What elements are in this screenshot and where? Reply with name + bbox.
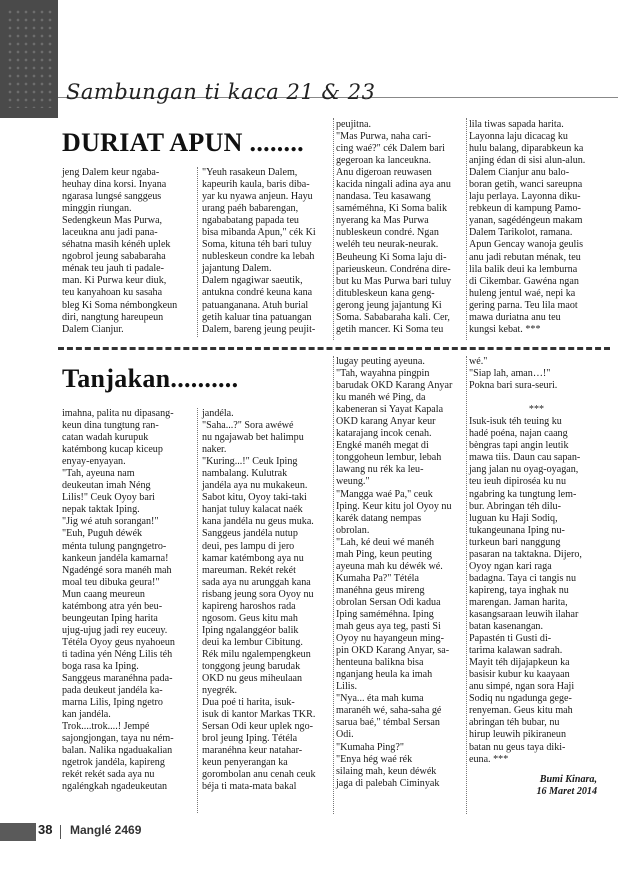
text-line: "Nya... éta mah kuma bbox=[336, 693, 424, 705]
column-divider bbox=[197, 408, 198, 813]
continued-from-label: Sambungan ti kaca 21 & 23 bbox=[66, 80, 376, 104]
article2-column-3 bbox=[336, 356, 462, 790]
text-line: nandasa. Teu kasawang bbox=[336, 191, 431, 203]
article2-column-4 bbox=[469, 356, 604, 766]
text-line: henteuna balikna bisa bbox=[336, 657, 424, 669]
text-line: beungeutan Iping harita bbox=[62, 612, 158, 624]
text-line: "Lah, ké deui wé manéh bbox=[336, 536, 435, 548]
text-line: hadé poéna, najan caang bbox=[469, 428, 568, 440]
text-line: bisa mibanda Apun," cék Ki bbox=[202, 227, 316, 239]
text-line: badagna. Taya ci tangis nu bbox=[469, 572, 577, 584]
text-line: Dalem, bareng jeung peujit- bbox=[202, 323, 316, 335]
text-line: tonggong jeung barudak bbox=[202, 660, 301, 672]
text-line: silaing mah, keun déwék bbox=[336, 765, 437, 777]
column-divider bbox=[197, 167, 198, 337]
text-line: kungsi kebat. *** bbox=[469, 323, 541, 335]
text-line: Iping. Keur kitu jol Oyoy nu bbox=[336, 500, 452, 512]
magazine-issue: Manglé 2469 bbox=[70, 823, 142, 837]
author-name: Bumi Kinara, bbox=[539, 774, 597, 785]
text-line: boga rasa ka Iping. bbox=[62, 660, 139, 672]
text-line: catan wadah kurupuk bbox=[62, 432, 149, 444]
text-line: anjing édan di sisi alun-alun. bbox=[469, 155, 586, 167]
text-line: OKD karang Anyar keur bbox=[336, 416, 436, 428]
text-line: anu simpé, ngan sora Haji bbox=[469, 681, 575, 693]
article1-column-4 bbox=[469, 119, 604, 336]
text-line: renyeman. Geus kitu mah bbox=[469, 705, 573, 717]
page-number: 38 bbox=[38, 822, 53, 837]
text-line: séhatna masih kénéh uplek bbox=[62, 239, 171, 251]
text-line: ménta tulung pangngetro- bbox=[62, 540, 167, 552]
text-line: Sersan Odi keur uplek ngo- bbox=[202, 721, 314, 733]
text-line: Sanggeus maranéhna pada- bbox=[62, 673, 173, 685]
article1-column-3 bbox=[336, 119, 462, 336]
text-line: tukangeunana Iping nu- bbox=[469, 524, 565, 536]
text-line: anu jadi rebutan ménak, teu bbox=[469, 251, 581, 263]
text-line: kamar katémbong aya nu bbox=[202, 552, 304, 564]
text-line: Dalem Cianjur. bbox=[62, 323, 124, 335]
text-line: Odi. bbox=[336, 729, 354, 741]
text-line: teu kanyahoan ku sasaha bbox=[62, 287, 163, 299]
text-line: marna Lilis, Iping ngetro bbox=[62, 697, 163, 709]
text-line: diri, nangtung hareupeun bbox=[62, 311, 164, 323]
text-line: tarima kalawan sadrah. bbox=[469, 645, 563, 657]
text-line: mah Ping, keun peuting bbox=[336, 548, 432, 560]
text-line: mah geus aya teg, pasti Si bbox=[336, 621, 441, 633]
text-line: batan nu geus taya diki- bbox=[469, 741, 566, 753]
text-line: brol jeung Iping. Tétéla bbox=[202, 733, 298, 745]
text-line: pasaran na taktakna. Dijero, bbox=[469, 548, 582, 560]
text-line: deui, pes lampu di jero bbox=[202, 540, 295, 552]
text-line: Soma. Sababaraha kali. Cer, bbox=[336, 311, 450, 323]
text-line: patuanganana. Atuh burial bbox=[202, 299, 309, 311]
text-line: "Saha...?" Sora awéwé bbox=[202, 420, 294, 432]
text-line: jeng Dalem keur ngaba- bbox=[62, 167, 160, 178]
text-line: tonggoheun lembur, lebah bbox=[336, 452, 442, 464]
text-line: Sodiq nu ngadunga gege- bbox=[469, 693, 572, 705]
text-line: jandéla aya nu mukakeun. bbox=[202, 480, 308, 492]
text-line: Oyoy nu hayangeun ming- bbox=[336, 633, 444, 645]
text-line: but ku Mas Purwa bari tuluy bbox=[336, 275, 452, 287]
text-line: basisir kubur ku kaayaan bbox=[469, 669, 570, 681]
text-line: keun dina tungtung ran- bbox=[62, 420, 159, 432]
text-line: Sedengkeun Mas Purwa, bbox=[62, 215, 163, 227]
text-line: ayeuna mah ku déwék wé. bbox=[336, 560, 443, 572]
text-line: "Jig wé atuh sorangan!" bbox=[62, 516, 159, 528]
text-line: gorombolan anu cenah ceuk bbox=[202, 769, 316, 781]
text-line: béja ti mata-mata bakal bbox=[202, 781, 297, 793]
text-line: lila tiwas sapada harita. bbox=[469, 119, 564, 130]
text-line: weléh teu neurak-neurak. bbox=[336, 239, 439, 251]
text-line: ditubleskeun kana geng- bbox=[336, 287, 435, 299]
text-line: cing waé?" cék Dalem bari bbox=[336, 143, 445, 155]
text-line: OKD nu geus miheulaan bbox=[202, 673, 303, 685]
text-line: lila balik deui ka lemburna bbox=[469, 263, 578, 275]
column-divider bbox=[333, 118, 334, 340]
text-line: kankeun jandéla kamarna! bbox=[62, 552, 169, 564]
text-line: laceukna anu jadi pana- bbox=[62, 227, 158, 239]
text-line: antukna condré keuna kana bbox=[202, 287, 313, 299]
column-divider bbox=[466, 356, 467, 814]
author-date: 16 Maret 2014 bbox=[536, 786, 597, 798]
text-line: ngosom. Geus kitu mah bbox=[202, 612, 298, 624]
article1-column-1 bbox=[62, 167, 192, 336]
text-line: Dua poé ti harita, isuk- bbox=[202, 697, 295, 709]
text-line: Papastén ti Gusti di- bbox=[469, 633, 552, 645]
text-line: *** bbox=[528, 404, 545, 416]
text-line: Soma, kituna téh bari tuluy bbox=[202, 239, 312, 251]
text-line: gerong jeung jajantung Ki bbox=[336, 299, 442, 311]
text-line: Rék milu ngalempengkeun bbox=[202, 648, 311, 660]
text-line: huleng jentul waé, nepi ka bbox=[469, 287, 576, 299]
text-line: barudak OKD Karang Anyar bbox=[336, 380, 453, 392]
text-line: sajongjongan, taya nu ném- bbox=[62, 733, 174, 745]
text-line: risbang jeung sora Oyoy nu bbox=[202, 588, 314, 600]
text-line: Layonna laju dicacag ku bbox=[469, 131, 568, 143]
text-line: Isuk-isuk téh teuing ku bbox=[469, 416, 562, 428]
section-divider-dashed bbox=[58, 347, 610, 350]
text-line: kacida ningali adina aya anu bbox=[336, 179, 451, 191]
text-line bbox=[469, 392, 604, 404]
text-line: sada aya nu arunggah kana bbox=[202, 576, 311, 588]
text-line: hanjat tuluy kalacat naék bbox=[202, 504, 303, 516]
text-line: ngetrok jandéla, kapireng bbox=[62, 757, 165, 769]
text-line: ngarasa lungsé sanggeus bbox=[62, 191, 162, 203]
text-line: Lilis!" Ceuk Oyoy bari bbox=[62, 492, 155, 504]
text-line: sarua baé," témbal Sersan bbox=[336, 717, 440, 729]
corner-decoration bbox=[0, 0, 58, 118]
text-line: Oyoy ngan kari raga bbox=[469, 560, 552, 572]
text-line: obrolan Sersan Odi kadua bbox=[336, 596, 441, 608]
text-line: di Cikembar. Gawéna ngan bbox=[469, 275, 579, 287]
text-line: pin OKD Karang Anyar, sa- bbox=[336, 645, 450, 657]
text-line: "Enya hég waé rék bbox=[336, 753, 413, 765]
text-line: nganjang heula ka imah bbox=[336, 669, 433, 681]
text-line: Tétéla Oyoy geus nyahoeun bbox=[62, 636, 175, 648]
text-line: katémbong atra yén beu- bbox=[62, 600, 163, 612]
text-line: Dalem Tarikolot, ramana. bbox=[469, 227, 573, 239]
footer-bar bbox=[0, 823, 36, 841]
text-line: jaga di palebah Ciminyak bbox=[336, 777, 440, 789]
text-line: balan. Nalika ngaduakalian bbox=[62, 745, 173, 757]
text-line: Apun Gencay wanoja geulis bbox=[469, 239, 584, 251]
text-line: "Tah, wayahna pingpin bbox=[336, 368, 430, 380]
text-line: Trok....trok....! Jempé bbox=[62, 721, 150, 733]
text-line: Sabot kitu, Oyoy taki-taki bbox=[202, 492, 307, 504]
text-line: nyerang ka Mas Purwa bbox=[336, 215, 429, 227]
text-line: abringan téh bubar, nu bbox=[469, 717, 560, 729]
text-line: nubleskeun condre ka lebah bbox=[202, 251, 315, 263]
text-line: Sanggeus jandéla nutup bbox=[202, 528, 298, 540]
text-line: yanan, sagédéngeun makam bbox=[469, 215, 583, 227]
text-line: ujug-ujug jadi rey euceuy. bbox=[62, 624, 168, 636]
text-line: heuhay dina korsi. Inyana bbox=[62, 179, 167, 191]
text-line: teu ieuh dipiroséa ku nu bbox=[469, 476, 566, 488]
text-line: marengan. Jaman harita, bbox=[469, 596, 568, 608]
text-line: "Mas Purwa, naha cari- bbox=[336, 131, 431, 143]
text-line: Dalem ngagiwar saeutik, bbox=[202, 275, 303, 287]
text-line: man. Ki Purwa keur diuk, bbox=[62, 275, 167, 287]
text-line: ku manéh wé Ping, da bbox=[336, 392, 426, 404]
text-line: kapireng, taya inghak nu bbox=[469, 584, 569, 596]
text-line: Pokna bari sura-seuri. bbox=[469, 380, 558, 392]
text-line: nu ngajawab bet halimpu bbox=[202, 432, 304, 444]
text-line: enyay-enyayan. bbox=[62, 456, 126, 468]
text-line: "Kuring...!" Ceuk Iping bbox=[202, 456, 298, 468]
text-line: weung." bbox=[336, 476, 370, 488]
corner-pattern bbox=[6, 8, 52, 108]
text-line: batan kasenangan. bbox=[469, 621, 543, 633]
article2-column-2 bbox=[202, 408, 330, 794]
text-line: keun penyerangan ka bbox=[202, 757, 288, 769]
text-line: isuk di kantor Markas TKR. bbox=[202, 709, 316, 721]
column-divider bbox=[333, 356, 334, 814]
text-line: obrolan. bbox=[336, 524, 370, 536]
text-line: wé." bbox=[469, 356, 488, 367]
text-line: Dalem Cianjur anu balo- bbox=[469, 167, 570, 179]
article-title-duriat-apun: DURIAT APUN ........ bbox=[62, 128, 304, 157]
text-line: jajantung Dalem. bbox=[202, 263, 272, 275]
text-line: ngababatang papada teu bbox=[202, 215, 299, 227]
text-line: imahna, palita nu dipasang- bbox=[62, 408, 174, 419]
text-line: kana jandéla nu geus muka. bbox=[202, 516, 314, 528]
text-line: deui ka lembur Cibitung. bbox=[202, 636, 303, 648]
text-line: ti tadina yén Néng Lilis téh bbox=[62, 648, 173, 660]
text-line: kan jandéla. bbox=[62, 709, 111, 721]
text-line: hulu balang, diparabkeun ka bbox=[469, 143, 584, 155]
text-line: Kumaha Pa?" Tétéla bbox=[336, 572, 419, 584]
text-line: Engké manéh megat di bbox=[336, 440, 429, 452]
text-line: gegeroan ka lanceukna. bbox=[336, 155, 431, 167]
text-line: maranéh wé, saha-saha gé bbox=[336, 705, 442, 717]
article2-column-1 bbox=[62, 408, 192, 794]
text-line: ngobrol jeung sababaraha bbox=[62, 251, 166, 263]
text-line: deukeutan imah Néng bbox=[62, 480, 151, 492]
text-line: nyegrék. bbox=[202, 685, 238, 697]
text-line: Iping ngalanggéor balik bbox=[202, 624, 299, 636]
text-line: gering parna. Teu lila maot bbox=[469, 299, 578, 311]
text-line: Anu digeroan reuwasen bbox=[336, 167, 432, 179]
text-line: getih kaluar tina patuangan bbox=[202, 311, 312, 323]
text-line: luguan ku Haji Sodiq, bbox=[469, 512, 558, 524]
text-line: yar ku nyawa anjeun. Hayu bbox=[202, 191, 313, 203]
text-line: "Mangga waé Pa," ceuk bbox=[336, 488, 433, 500]
text-line: saméméhna, Ki Soma balik bbox=[336, 203, 448, 215]
text-line: kapeurih kaula, baris diba- bbox=[202, 179, 310, 191]
text-line: "Siap lah, aman…!" bbox=[469, 368, 551, 380]
text-line: laju perlaya. Layonna diku- bbox=[469, 191, 581, 203]
text-line: "Kumaha Ping?" bbox=[336, 741, 404, 753]
text-line: maranéhna keur natahar- bbox=[202, 745, 303, 757]
text-line: bèngras tapi angin leutik bbox=[469, 440, 569, 452]
text-line: katarajang incok cenah. bbox=[336, 428, 432, 440]
text-line: "Euh, Puguh déwék bbox=[62, 528, 143, 540]
footer-divider bbox=[60, 825, 61, 839]
text-line: Mun caang meureun bbox=[62, 588, 145, 600]
text-line: lawang nu rék ka leu- bbox=[336, 464, 424, 476]
text-line: getih mancer. Ki Soma teu bbox=[336, 323, 444, 335]
text-line: manéhna geus mireng bbox=[336, 584, 425, 596]
text-line: mareuman. Rekét rekét bbox=[202, 564, 296, 576]
text-line: bur. Abringan téh dilu- bbox=[469, 500, 561, 512]
text-line: peujitna. bbox=[336, 119, 372, 130]
text-line: jang jalan nu oyag-oyagan, bbox=[469, 464, 579, 476]
article-title-tanjakan: Tanjakan.......... bbox=[62, 364, 239, 393]
text-line: pada deukeut jandéla ka- bbox=[62, 685, 163, 697]
text-line: ngaléngkah ngadeukeutan bbox=[62, 781, 168, 793]
column-divider bbox=[466, 118, 467, 340]
text-line: naker. bbox=[202, 444, 227, 456]
text-line: urang paéh babarengan, bbox=[202, 203, 299, 215]
text-line: lugay peuting ayeuna. bbox=[336, 356, 425, 367]
text-line: "Yeuh rasakeun Dalem, bbox=[202, 167, 298, 178]
text-line: hirup leuwih pikiraneun bbox=[469, 729, 566, 741]
text-line: nepak taktak Iping. bbox=[62, 504, 140, 516]
author-signature bbox=[469, 774, 597, 798]
text-line: rekét rekét sada aya nu bbox=[62, 769, 155, 781]
text-line: kasangsaraan leuwih ilahar bbox=[469, 608, 579, 620]
text-line: Lilis. bbox=[336, 681, 358, 693]
text-line: parieuskeun. Condréna dire- bbox=[336, 263, 451, 275]
text-line: karék datang nempas bbox=[336, 512, 422, 524]
text-line: minggin riungan. bbox=[62, 203, 132, 215]
text-line: ménak teu jauh ti padale- bbox=[62, 263, 165, 275]
text-line: nubleskeun condré. Ngan bbox=[336, 227, 439, 239]
text-line: bleg Ki Soma némbongkeun bbox=[62, 299, 178, 311]
text-line: ngabring ka tungtung lem- bbox=[469, 488, 577, 500]
text-line: mawa duriatna anu teu bbox=[469, 311, 561, 323]
text-line: euna. *** bbox=[469, 753, 509, 765]
text-line: kabeneran si Yayat Kapala bbox=[336, 404, 444, 416]
text-line: kapireng haroshos rada bbox=[202, 600, 296, 612]
text-line: katémbong kucap kiceup bbox=[62, 444, 163, 456]
text-line: Ngadéngé sora manéh mah bbox=[62, 564, 172, 576]
text-line: mawa tiis. Daun cau sapan- bbox=[469, 452, 581, 464]
text-line: moal teu dibuka geura!" bbox=[62, 576, 160, 588]
article1-column-2 bbox=[202, 167, 330, 336]
text-line: Beuheung Ki Soma laju di- bbox=[336, 251, 447, 263]
text-line: turkeun bari nanggung bbox=[469, 536, 561, 548]
text-line: boran getih, wanci sareupna bbox=[469, 179, 583, 191]
text-line: Mayit téh dijajapkeun ka bbox=[469, 657, 570, 669]
text-line: "Tah, ayeuna nam bbox=[62, 468, 135, 480]
text-line: rebkeun di kampung Pamo- bbox=[469, 203, 581, 215]
text-line: Iping saméméhna. Iping bbox=[336, 608, 434, 620]
text-line: jandéla. bbox=[202, 408, 234, 419]
text-line: nambalang. Kulutrak bbox=[202, 468, 288, 480]
